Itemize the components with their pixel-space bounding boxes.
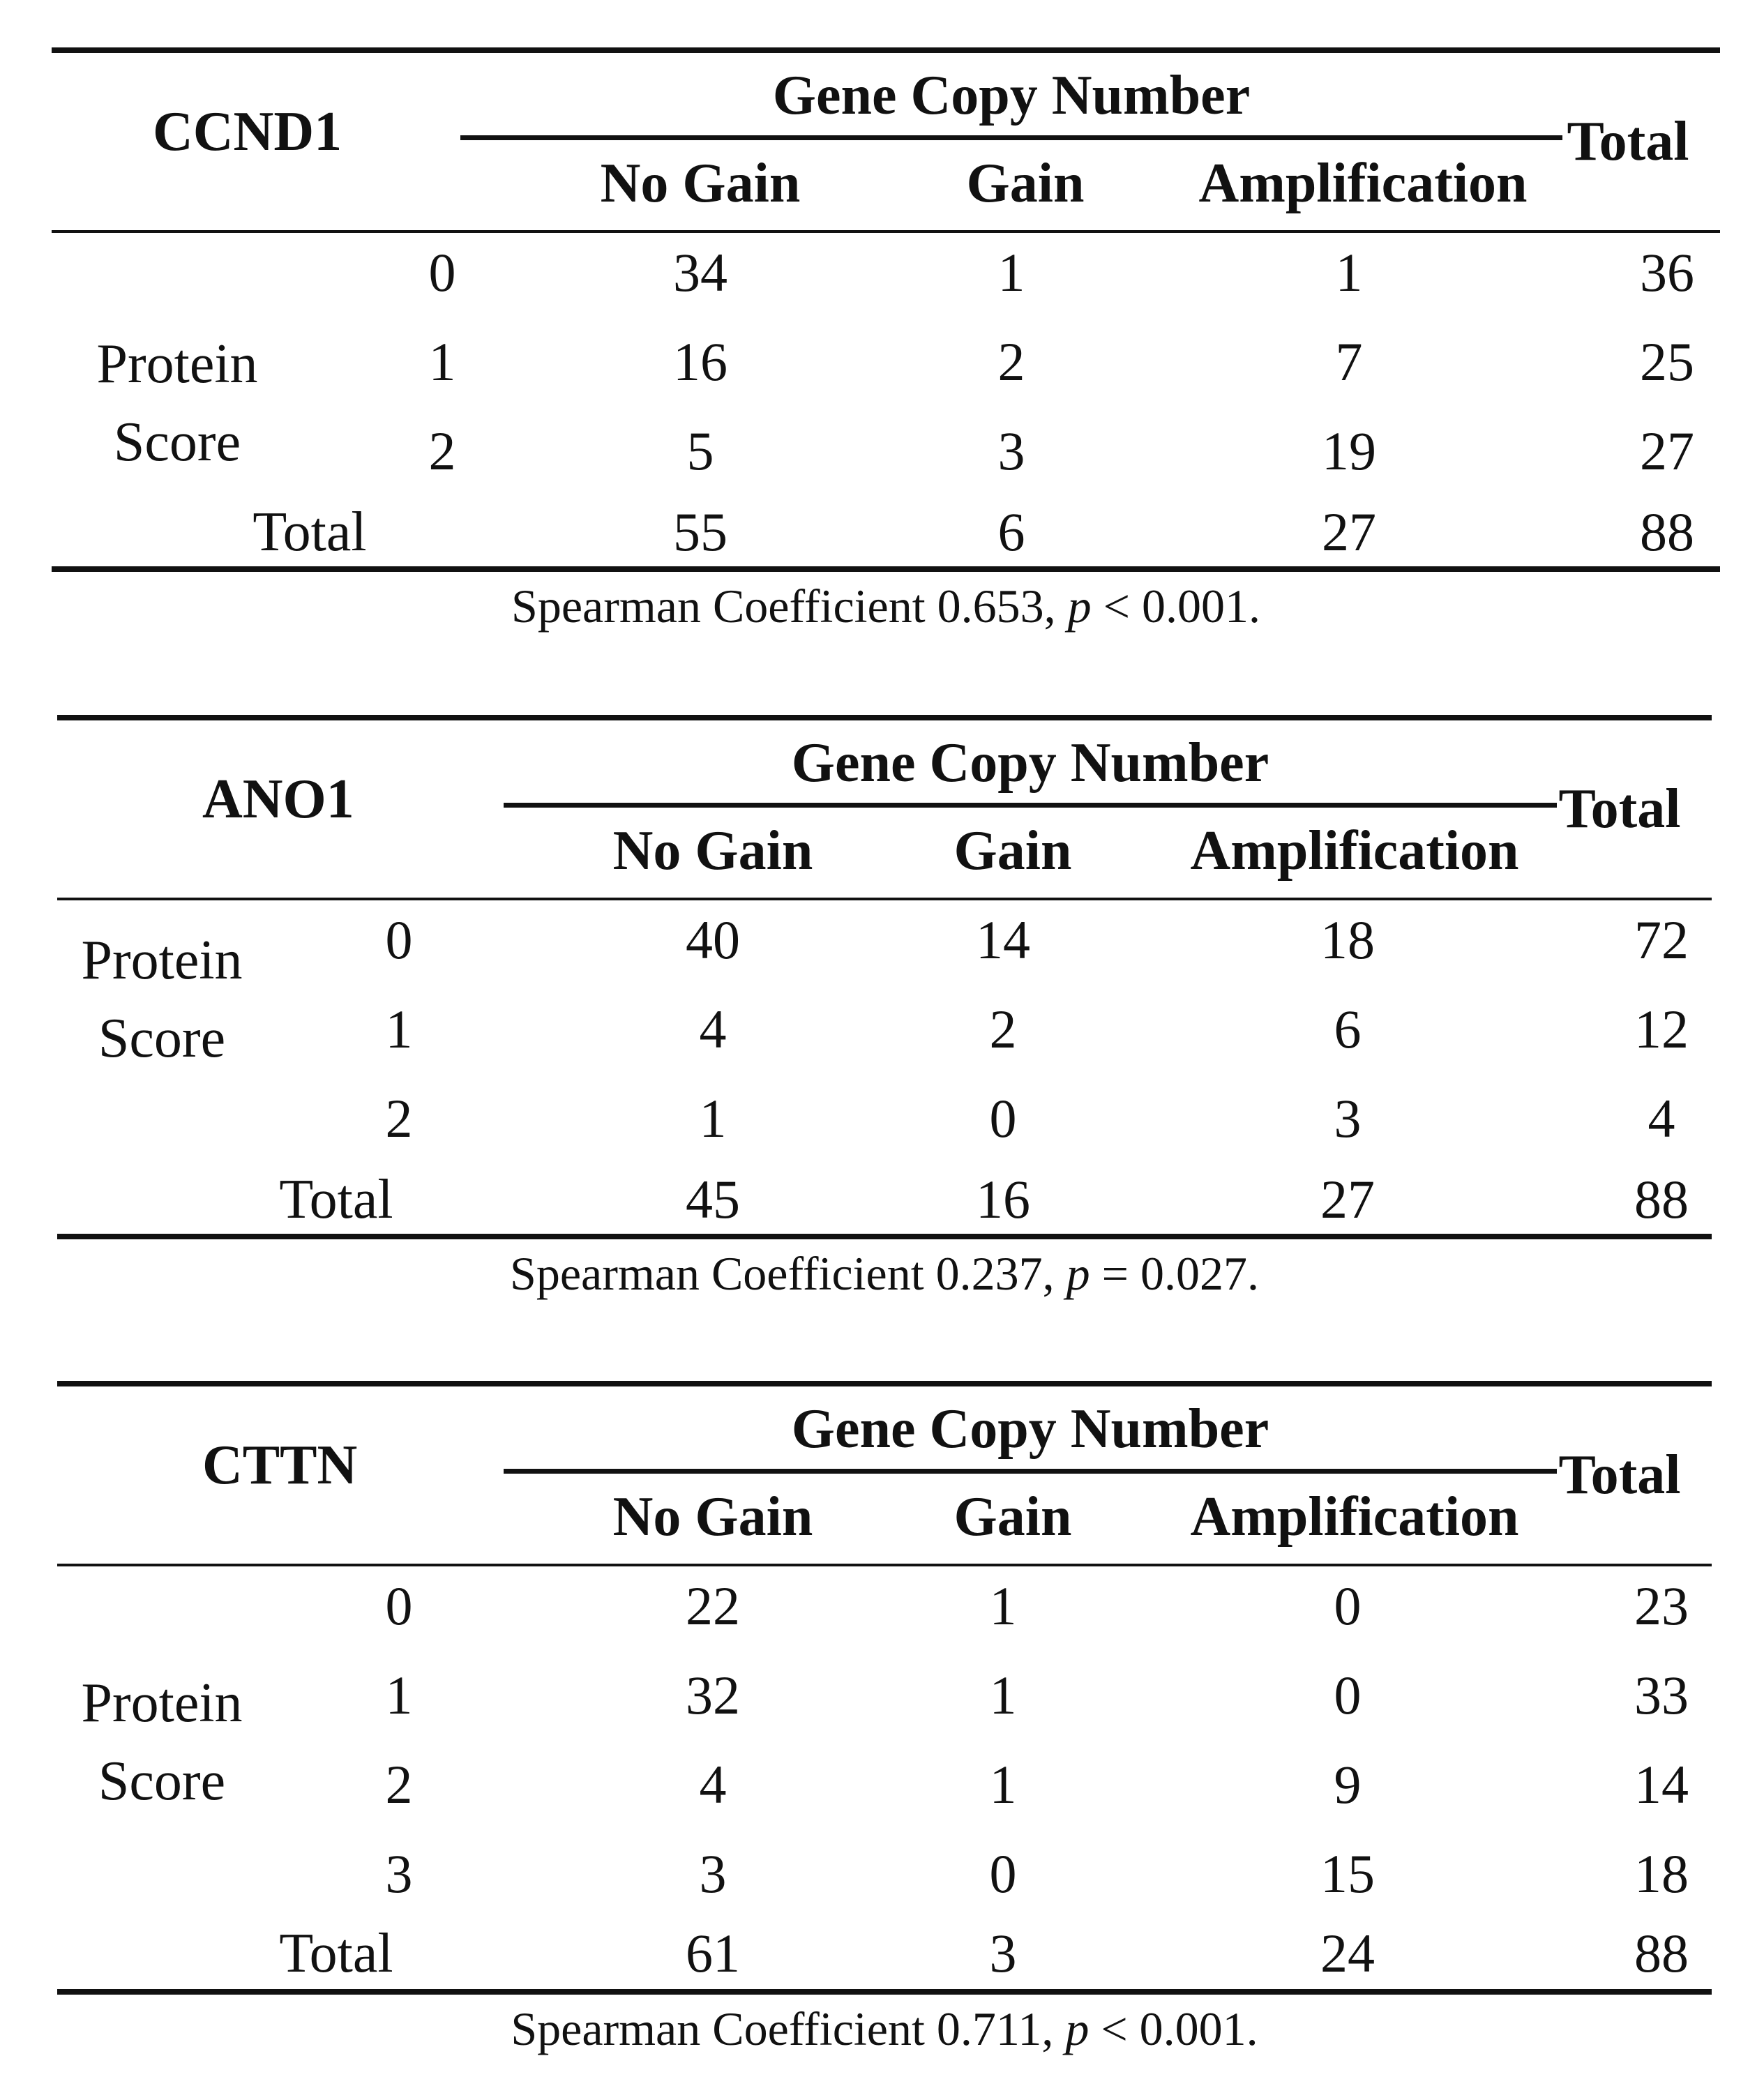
totals-row-label: Total — [279, 1923, 393, 1984]
table-header — [57, 715, 1712, 900]
col-header-total: Total — [1567, 111, 1689, 172]
col-header-no-gain: No Gain — [612, 1486, 813, 1548]
score-value: 0 — [385, 909, 413, 970]
row-total: 25 — [1640, 331, 1694, 392]
score-value: 2 — [428, 421, 456, 481]
column-total: 55 — [673, 501, 728, 562]
column-group-rule — [504, 803, 1557, 808]
cell-value: 0 — [989, 1843, 1017, 1904]
row-total: 12 — [1634, 999, 1689, 1059]
gene-title: CTTN — [202, 1435, 358, 1496]
cell-value: 1 — [989, 1665, 1017, 1725]
row-total: 4 — [1648, 1088, 1675, 1149]
cell-value: 0 — [1334, 1575, 1362, 1636]
column-group-title: Gene Copy Number — [772, 65, 1251, 126]
score-value: 0 — [385, 1575, 413, 1636]
table-body — [57, 1566, 1712, 1995]
column-group-rule — [460, 135, 1562, 140]
cell-value: 19 — [1322, 421, 1376, 481]
cell-value: 6 — [1334, 999, 1362, 1059]
spearman-note: Spearman Coefficient 0.653, p < 0.001. — [511, 580, 1260, 633]
row-group-label: Protein Score — [81, 930, 243, 1069]
cell-value: 1 — [1335, 242, 1363, 303]
cell-value: 34 — [673, 242, 728, 303]
column-total: 16 — [976, 1169, 1030, 1230]
table-body — [57, 900, 1712, 1239]
score-value: 1 — [428, 331, 456, 392]
cell-value: 15 — [1320, 1843, 1375, 1904]
table-body — [52, 233, 1720, 572]
score-value: 0 — [428, 242, 456, 303]
cell-value: 4 — [699, 1754, 727, 1815]
score-value: 2 — [385, 1088, 413, 1149]
col-header-gain: Gain — [966, 153, 1085, 214]
totals-row-label: Total — [252, 501, 367, 563]
totals-row-label: Total — [279, 1169, 393, 1230]
grand-total: 88 — [1640, 501, 1694, 562]
row-total: 33 — [1634, 1665, 1689, 1725]
col-header-amplification: Amplification — [1190, 1486, 1519, 1548]
score-value: 2 — [385, 1754, 413, 1815]
cell-value: 18 — [1320, 909, 1375, 970]
cell-value: 7 — [1335, 331, 1363, 392]
cell-value: 9 — [1334, 1754, 1362, 1815]
col-header-total: Total — [1558, 778, 1681, 840]
column-group-title: Gene Copy Number — [791, 1398, 1269, 1460]
cell-value: 14 — [976, 909, 1030, 970]
cell-value: 22 — [686, 1575, 740, 1636]
column-total: 6 — [997, 501, 1025, 562]
cell-value: 5 — [686, 421, 714, 481]
row-group-label: Protein Score — [81, 1672, 243, 1812]
gene-title: ANO1 — [202, 769, 354, 830]
cell-value: 0 — [1334, 1665, 1362, 1725]
col-header-no-gain: No Gain — [612, 820, 813, 882]
cell-value: 2 — [989, 999, 1017, 1059]
col-header-amplification: Amplification — [1198, 153, 1528, 214]
col-header-no-gain: No Gain — [600, 153, 801, 214]
column-total: 24 — [1320, 1923, 1375, 1983]
cell-value: 32 — [686, 1665, 740, 1725]
column-total: 45 — [686, 1169, 740, 1230]
col-header-amplification: Amplification — [1190, 820, 1519, 882]
score-value: 1 — [385, 999, 413, 1059]
cell-value: 3 — [1334, 1088, 1362, 1149]
table-header — [52, 47, 1720, 233]
cell-value: 3 — [997, 421, 1025, 481]
table-cttn — [57, 1381, 1712, 2055]
table-header — [57, 1381, 1712, 1566]
cell-value: 0 — [989, 1088, 1017, 1149]
col-header-total: Total — [1558, 1444, 1681, 1506]
cell-value: 3 — [699, 1843, 727, 1904]
score-value: 3 — [385, 1843, 413, 1904]
row-total: 27 — [1640, 421, 1694, 481]
row-group-label: Protein Score — [96, 333, 258, 473]
grand-total: 88 — [1634, 1169, 1689, 1230]
cell-value: 1 — [699, 1088, 727, 1149]
cell-value: 1 — [989, 1754, 1017, 1815]
col-header-gain: Gain — [953, 1486, 1072, 1548]
grand-total: 88 — [1634, 1923, 1689, 1983]
col-header-gain: Gain — [953, 820, 1072, 882]
column-group-rule — [504, 1469, 1557, 1474]
spearman-note: Spearman Coefficient 0.237, p = 0.027. — [510, 1247, 1259, 1300]
cell-value: 40 — [686, 909, 740, 970]
table-ano1 — [57, 715, 1712, 1300]
row-total: 18 — [1634, 1843, 1689, 1904]
row-total: 23 — [1634, 1575, 1689, 1636]
column-total: 27 — [1322, 501, 1376, 562]
column-total: 27 — [1320, 1169, 1375, 1230]
row-total: 14 — [1634, 1754, 1689, 1815]
row-total: 72 — [1634, 909, 1689, 970]
row-total: 36 — [1640, 242, 1694, 303]
spearman-note: Spearman Coefficient 0.711, p < 0.001. — [511, 2002, 1258, 2055]
table-ccnd1 — [52, 47, 1720, 633]
cell-value: 2 — [997, 331, 1025, 392]
cell-value: 16 — [673, 331, 728, 392]
cell-value: 4 — [699, 999, 727, 1059]
score-value: 1 — [385, 1665, 413, 1725]
cell-value: 1 — [989, 1575, 1017, 1636]
column-total: 3 — [989, 1923, 1017, 1983]
column-group-title: Gene Copy Number — [791, 732, 1269, 794]
column-total: 61 — [686, 1923, 740, 1983]
gene-title: CCND1 — [153, 101, 342, 163]
cell-value: 1 — [997, 242, 1025, 303]
